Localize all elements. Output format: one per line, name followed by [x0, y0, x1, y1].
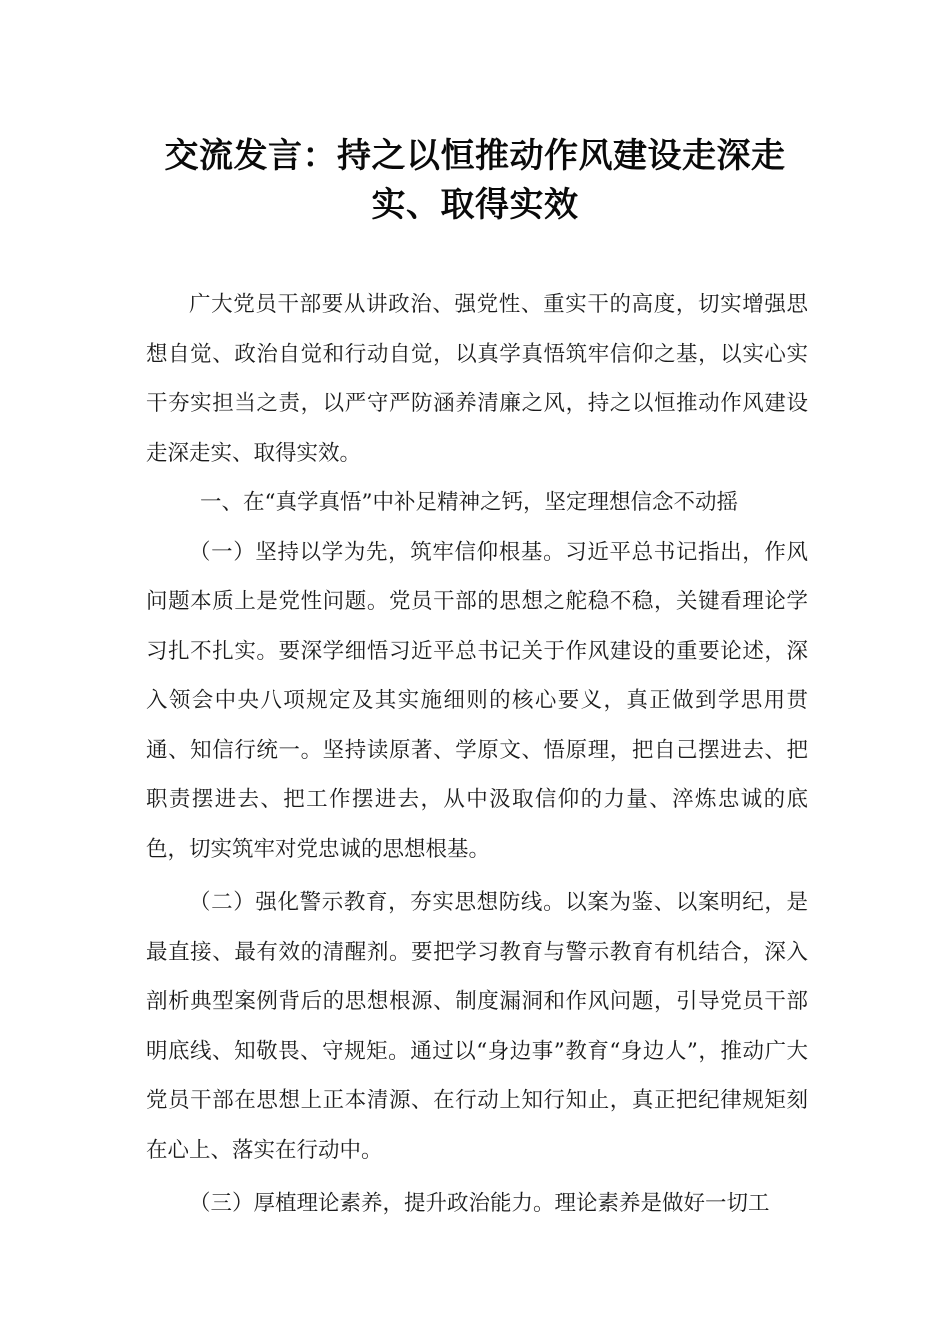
title-line-2: 实、取得实效	[371, 185, 579, 225]
title-line-1: 交流发言：持之以恒推动作风建设走深走	[164, 136, 786, 176]
paragraph-2: （二）强化警示教育，夯实思想防线。以案为鉴、以案明纪，是最直接、最有效的清醒剂。要把学习教育与警示教育有机结合，深入剖析典型案例背后的思想根源、制度漏洞和作风问题，引导党员干部明底线、知敬畏、守规矩。通过以“身边事”教育“身边人”，推动广大党员干部在思想上正本清源、在行动上知行知止，真正把纪律规矩刻在心上、落实在行动中。	[146, 890, 808, 1163]
paragraph-1: （一）坚持以学为先，筑牢信仰根基。习近平总书记指出，作风问题本质上是党性问题。党员干部的思想之舵稳不稳，关键看理论学习扎不扎实。要深学细悟习近平总书记关于作风建设的重要论述，深入领会中央八项规定及其实施细则的核心要义，真正做到学思用贯通、知信行统一。坚持读原著、学原文、悟原理，把自己摆进去、把职责摆进去、把工作摆进去，从中汲取信仰的力量、淬炼忠诚的底色，切实筑牢对党忠诚的思想根基。	[146, 539, 808, 862]
section-heading-1: 一、在“真学真悟”中补足精神之钙，坚定理想信念不动摇	[200, 490, 738, 515]
document-body	[146, 280, 808, 1229]
paragraph-3: （三）厚植理论素养，提升政治能力。理论素养是做好一切工	[189, 1191, 770, 1216]
document-title	[120, 132, 830, 230]
intro-paragraph: 广大党员干部要从讲政治、强党性、重实干的高度，切实增强思想自觉、政治自觉和行动自觉，以真学真悟筑牢信仰之基，以实心实干夯实担当之责，以严守严防涵养清廉之风，持之以恒推动作风建设走深走实、取得实效。	[146, 292, 808, 466]
